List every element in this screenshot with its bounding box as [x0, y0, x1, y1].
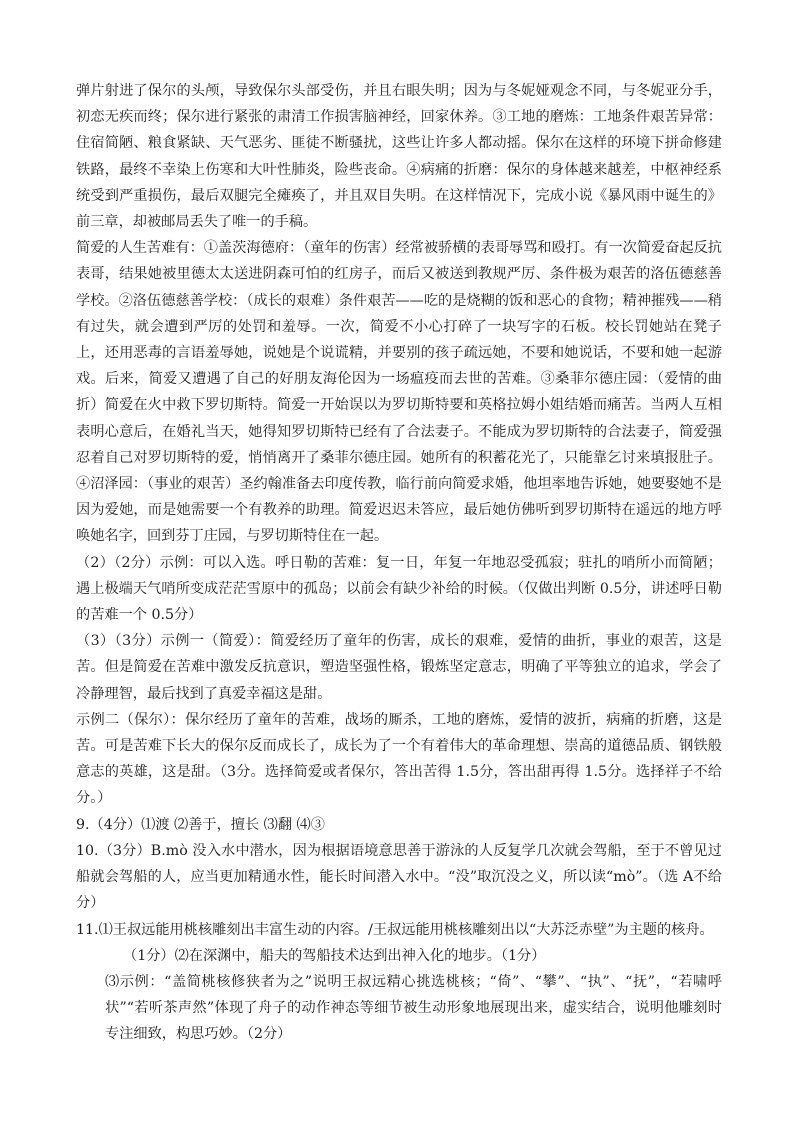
- answer-3-example-2-paragraph: 示例二（保尔）：保尔经历了童年的苦难，战场的厮杀，工地的磨炼，爱情的波折，病痛的折磨，这是苦。可是苦难下长大的保尔反而成长了，成长为了一个有着伟大的革命理想、崇高的道德品质、钢铁般意志的英雄，这是甜。（3分。选择简爱或者保尔，答出苦得 1.5分，答出甜再得 1.5分。选择祥子不给分。）: [76, 711, 722, 807]
- question-11-answer-3: ⑶示例：“盖简桃核修狭者为之”说明王叔远精心挑选桃核；“倚”、“攀”、“执”、“抚”，“若啸呼状”“若听茶声然”体现了舟子的动作神态等细节被生动形象地展现出来，虚实结合，说明他雕刻时专注细致，构思巧妙。（2分）: [105, 973, 722, 1043]
- paul-hardships-paragraph: 弹片射进了保尔的头颅，导致保尔头部受伤，并且右眼失明；因为与冬妮娅观念不同，与冬妮亚分手，初恋无疾而终；保尔进行紧张的肃清工作损害脑神经，回家休养。③工地的磨炼：工地条件艰苦异常：住宿简陋、粮食紧缺、天气恶劣、匪徒不断骚扰，这些让许多人都动摇。保尔在这样的环境下拼命修建铁路，最终不幸染上伤寒和大叶性肺炎，险些丧命。④病痛的折磨：保尔的身体越来越差，中枢神经系统受到严重损伤，最后双腿完全瘫痪了，并且双目失明。在这样情况下，完成小说《暴风雨中诞生的》前三章，却被邮局丢失了唯一的手稿。: [76, 83, 722, 231]
- answer-3-example-1-paragraph: （3）（3分）示例一（简爱）：简爱经历了童年的伤害，成长的艰难，爱情的曲折，事业的艰苦，这是苦。但是简爱在苦难中激发反抗意识，塑造坚强性格，锻炼坚定意志，明确了平等独立的追求，学会了冷静理智，最后找到了真爱幸福这是甜。: [76, 633, 722, 702]
- question-10-answer: 10.（3分）B.mò 没入水中潜水，因为根据语境意思善于游泳的人反复学几次就会驾船，至于不曾见过船就会驾船的人，应当更加精通水性，能长时间潜入水中。“没”取沉没之义，所以读“mò”。（选 A不给分）: [76, 842, 722, 912]
- document-page: [76, 78, 722, 1048]
- question-9-answer: 9.（4分）⑴渡 ⑵善于，擅长 ⑶翻 ⑷③: [76, 816, 325, 833]
- question-11-answer-1: 11.⑴王叔远能用桃核雕刻出丰富生动的内容。/王叔远能用桃核雕刻出以“大苏泛赤壁”为主题的核舟。: [76, 921, 714, 938]
- answer-2-paragraph: （2）（2分）示例：可以入选。呼日勒的苦难：复一日，年复一年地忍受孤寂；驻扎的哨所小而简陋；遇上极端天气哨所变成茫茫雪原中的孤岛；以前会有缺少补给的时候。（仅做出判断 0.5分，讲述呼日勒的苦难一个 0.5分）: [76, 554, 722, 624]
- question-11-answer-2: （1分）⑵在深渊中，船夫的驾船技术达到出神入化的地步。（1分）: [123, 947, 546, 964]
- jane-eyre-hardships-paragraph: 简爱的人生苦难有：①盖茨海德府：（童年的伤害）经常被骄横的表哥辱骂和殴打。有一次简爱奋起反抗表哥，结果她被里德太太送进阴森可怕的红房子，而后又被送到教规严厉、条件极为艰苦的洛伍德慈善学校。②洛伍德慈善学校：（成长的艰难）条件艰苦——吃的是烧糊的饭和恶心的食物；精神摧残——稍有过失，就会遭到严厉的处罚和羞辱。一次，简爱不小心打碎了一块写字的石板。校长罚她站在凳子上，还用恶毒的言语羞辱她，说她是个说谎精，并要别的孩子疏远她，不要和她说话，不要和她一起游戏。后来，简爱又遭遇了自己的好朋友海伦因为一场瘟疫而去世的苦难。③桑菲尔德庄园：（爱情的曲折）简爱在火中救下罗切斯特。简爱一开始误以为罗切斯特要和英格拉姆小姐结婚而痛苦。当两人互相表明心意后，在婚礼当天，她得知罗切斯特已经有了合法妻子。不能成为罗切斯特的合法妻子，简爱强忍着自己对罗切斯特的爱，悄悄离开了桑菲尔德庄园。她所有的积蓄花光了，只能靠乞讨来填报肚子。④沼泽园：（事业的艰苦）圣约翰准备去印度传教，临行前向简爱求婚，他坦率地告诉她，她要娶她不是因为爱她，而是她需要一个有教养的助理。简爱迟迟未答应，最后她仿佛听到罗切斯特在遥远的地方呼唤她名字，回到芬丁庄园，与罗切斯特住在一起。: [76, 240, 722, 545]
